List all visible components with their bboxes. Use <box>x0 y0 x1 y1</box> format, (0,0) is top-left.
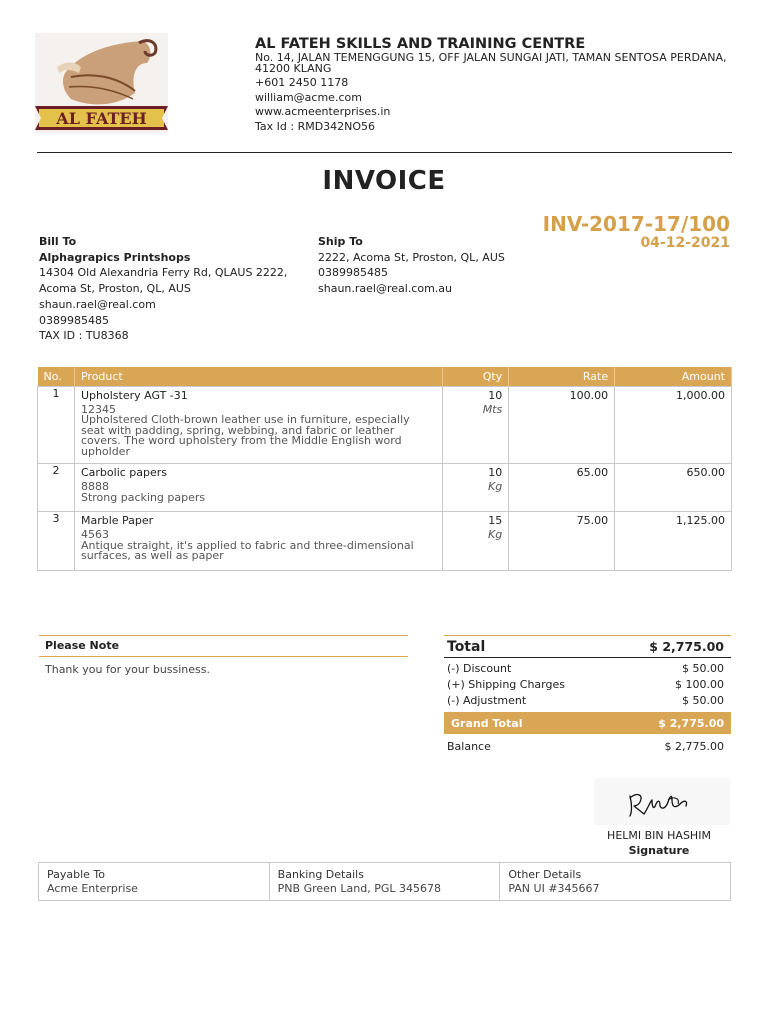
balance-value: $ 2,775.00 <box>664 740 724 753</box>
balance-row <box>444 739 731 755</box>
row-amount: 1,000.00 <box>615 386 732 464</box>
balance-label: Balance <box>447 740 491 753</box>
header-qty: Qty <box>443 367 509 386</box>
company-name: AL FATEH SKILLS AND TRAINING CENTRE <box>255 36 586 52</box>
discount-label: (-) Discount <box>447 662 512 675</box>
company-website: www.acmeenterprises.in <box>255 105 391 118</box>
company-tax-id: Tax Id : RMD342NO56 <box>255 119 376 133</box>
grand-total-row <box>444 712 731 734</box>
shipping-row <box>444 677 731 693</box>
totals-section <box>444 635 731 755</box>
payable-value: Acme Enterprise <box>47 882 138 895</box>
row-product-code: 4563 <box>80 528 109 541</box>
header-no: No. <box>38 367 75 386</box>
row-rate: 65.00 <box>509 464 615 512</box>
row-no: 3 <box>38 512 75 571</box>
bill-to-name: Alphagrapics Printshops <box>39 250 191 264</box>
bill-to-tax-id: TAX ID : TU8368 <box>39 329 129 343</box>
row-no: 2 <box>38 464 75 512</box>
row-product-name: Upholstery AGT -31 <box>80 388 188 402</box>
row-product-name: Marble Paper <box>80 514 154 527</box>
page-title: INVOICE <box>322 166 446 196</box>
logo-text: AL FATEH <box>56 109 147 128</box>
ship-to-email: shaun.rael@real.com.au <box>318 282 453 296</box>
table-row <box>38 512 732 571</box>
ship-to-section <box>318 234 548 297</box>
banking-details-cell <box>270 863 501 900</box>
other-details-cell <box>500 863 730 900</box>
shipping-value: $ 100.00 <box>675 678 724 691</box>
bill-to-address-line1: 14304 Old Alexandria Ferry Rd, QLAUS 2222, <box>39 266 288 280</box>
ship-to-address: 2222, Acoma St, Proston, QL, AUS <box>318 250 505 264</box>
note-text: Thank you for your bussiness. <box>45 663 210 676</box>
row-product-cell <box>74 464 442 512</box>
row-product-code: 8888 <box>80 480 109 493</box>
discount-value: $ 50.00 <box>682 662 724 675</box>
bill-to-section <box>39 234 309 344</box>
signatory-name: HELMI BIN HASHIM <box>607 829 711 842</box>
banking-value: PNB Green Land, PGL 345678 <box>277 882 441 895</box>
signature-image <box>594 778 730 825</box>
row-product-code: 12345 <box>80 402 116 416</box>
row-amount: 650.00 <box>615 464 732 512</box>
header-product: Product <box>74 367 442 386</box>
total-row <box>444 635 731 658</box>
company-email: william@acme.com <box>255 90 362 104</box>
row-product-description: Antique straight, it's applied to fabric and three-dimensional surfaces, as well as paper <box>80 538 414 562</box>
row-unit: Kg <box>488 528 503 541</box>
note-section <box>39 635 408 682</box>
row-product-description: Upholstered Cloth-brown leather use in furniture, especially seat with padding, spring, webbing, and fabric or leather covers. The word upholstery from the Middle English word upholder <box>80 413 410 458</box>
row-rate: 100.00 <box>509 386 615 464</box>
total-value: $ 2,775.00 <box>649 639 724 654</box>
table-row <box>38 386 732 464</box>
company-logo <box>35 33 168 133</box>
row-qty-cell <box>443 464 509 512</box>
total-label: Total <box>447 638 486 655</box>
adjustment-label: (-) Adjustment <box>447 694 527 707</box>
adjustment-value: $ 50.00 <box>682 694 724 707</box>
row-product-name: Carbolic papers <box>80 466 168 479</box>
row-product-cell <box>74 512 442 571</box>
company-info <box>255 35 735 134</box>
header-amount: Amount <box>615 367 732 386</box>
bill-to-heading: Bill To <box>39 235 77 248</box>
company-phone: +601 2450 1178 <box>255 76 349 89</box>
company-address: No. 14, JALAN TEMENGGUNG 15, OFF JALAN SUNGAI JATI, TAMAN SENTOSA PERDANA, 41200 KLANG <box>255 51 727 75</box>
grand-total-label: Grand Total <box>451 716 523 730</box>
header-rate: Rate <box>509 367 615 386</box>
bill-to-phone: 0389985485 <box>39 313 109 327</box>
invoice-number: INV-2017-17/100 <box>542 212 730 236</box>
row-product-cell <box>74 386 442 464</box>
row-rate: 75.00 <box>509 512 615 571</box>
discount-row <box>444 661 731 677</box>
bill-to-email: shaun.rael@real.com <box>39 297 156 311</box>
items-table <box>37 367 732 571</box>
other-value: PAN UI #345667 <box>508 882 600 895</box>
header-divider <box>37 152 732 153</box>
bill-to-address-line2: Acoma St, Proston, QL, AUS <box>39 282 191 296</box>
row-qty: 10 <box>488 466 503 479</box>
row-qty-cell <box>443 512 509 571</box>
row-no: 1 <box>38 386 75 464</box>
row-qty: 10 <box>488 388 503 402</box>
signature-label: Signature <box>628 844 690 857</box>
shipping-label: (+) Shipping Charges <box>447 678 565 691</box>
row-qty-cell <box>443 386 509 464</box>
row-qty: 15 <box>488 514 503 527</box>
adjustment-row <box>444 693 731 709</box>
row-amount: 1,125.00 <box>615 512 732 571</box>
ship-to-heading: Ship To <box>318 235 363 248</box>
invoice-date: 04-12-2021 <box>640 235 730 251</box>
other-label: Other Details <box>508 868 582 881</box>
banking-label: Banking Details <box>277 868 364 881</box>
ship-to-phone: 0389985485 <box>318 266 388 280</box>
items-header-row <box>38 367 732 386</box>
footer-details <box>38 862 731 901</box>
row-product-description: Strong packing papers <box>80 490 206 504</box>
payable-to-cell <box>39 863 270 900</box>
payable-label: Payable To <box>47 868 106 881</box>
note-heading: Please Note <box>39 635 408 657</box>
row-unit: Kg <box>488 480 503 493</box>
row-unit: Mts <box>482 402 503 416</box>
table-row <box>38 464 732 512</box>
grand-total-value: $ 2,775.00 <box>658 716 724 730</box>
